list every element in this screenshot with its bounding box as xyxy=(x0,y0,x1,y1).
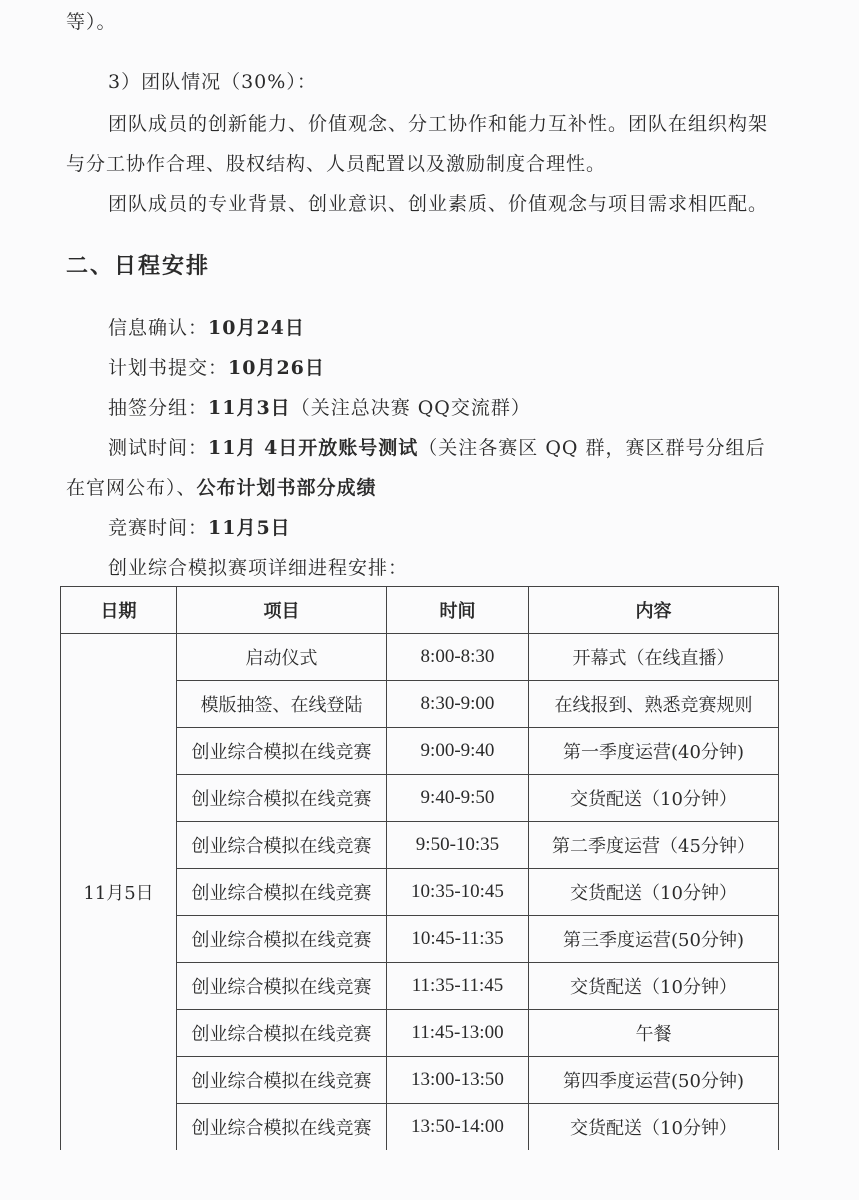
item-cell: 创业综合模拟在线竞赛 xyxy=(177,916,387,963)
content-cell: 第四季度运营(50分钟) xyxy=(529,1057,779,1104)
content-cell: 第二季度运营（45分钟） xyxy=(529,822,779,869)
header-item: 项目 xyxy=(177,587,387,634)
item-cell: 创业综合模拟在线竞赛 xyxy=(177,1010,387,1057)
draw-group-line xyxy=(108,396,531,420)
team-section-heading: 3）团队情况（30%）： xyxy=(108,71,317,93)
test-time-line xyxy=(108,436,766,460)
header-date: 日期 xyxy=(61,587,177,634)
table-header-row xyxy=(61,587,779,634)
test-time-label: 测试时间： xyxy=(108,437,209,459)
detail-intro: 创业综合模拟赛项详细进程安排： xyxy=(108,557,409,579)
info-confirm-line xyxy=(108,316,305,340)
plan-submit-date: 10月26日 xyxy=(228,357,325,379)
time-cell: 10:35-10:45 xyxy=(387,869,529,916)
plan-submit-line xyxy=(108,356,325,380)
content-cell: 在线报到、熟悉竞赛规则 xyxy=(529,681,779,728)
time-cell: 8:00-8:30 xyxy=(387,634,529,681)
time-cell: 13:50-14:00 xyxy=(387,1104,529,1151)
info-confirm-label: 信息确认： xyxy=(108,317,209,339)
time-cell: 9:00-9:40 xyxy=(387,728,529,775)
item-cell: 启动仪式 xyxy=(177,634,387,681)
content-cell: 开幕式（在线直播） xyxy=(529,634,779,681)
item-cell: 创业综合模拟在线竞赛 xyxy=(177,963,387,1010)
time-cell: 13:00-13:50 xyxy=(387,1057,529,1104)
item-cell: 创业综合模拟在线竞赛 xyxy=(177,1104,387,1151)
plan-submit-label: 计划书提交： xyxy=(108,357,229,379)
draw-group-label: 抽签分组： xyxy=(108,397,209,419)
test-time-value: 11月 4日开放账号测试 xyxy=(208,437,419,459)
draw-group-date: 11月3日 xyxy=(208,397,291,419)
test-time-note-2: 在官网公布）、 xyxy=(66,477,197,499)
draw-group-note: （关注总决赛 QQ交流群） xyxy=(290,397,531,419)
team-paragraph: 团队成员的专业背景、创业意识、创业素质、价值观念与项目需求相匹配。 xyxy=(108,193,769,215)
test-time-line-2 xyxy=(66,476,377,500)
time-cell: 10:45-11:35 xyxy=(387,916,529,963)
text-fragment: 等）。 xyxy=(66,11,117,33)
content-cell: 第三季度运营(50分钟) xyxy=(529,916,779,963)
header-content: 内容 xyxy=(529,587,779,634)
test-time-note: （关注各赛区 QQ 群，赛区群号分组后 xyxy=(418,437,766,459)
info-confirm-date: 10月24日 xyxy=(208,317,305,339)
time-cell: 9:50-10:35 xyxy=(387,822,529,869)
test-time-value-2: 公布计划书部分成绩 xyxy=(196,477,377,499)
time-cell: 9:40-9:50 xyxy=(387,775,529,822)
competition-time-label: 竞赛时间： xyxy=(108,517,209,539)
competition-time-date: 11月5日 xyxy=(208,517,291,539)
content-cell: 交货配送（10分钟） xyxy=(529,869,779,916)
item-cell: 创业综合模拟在线竞赛 xyxy=(177,1057,387,1104)
content-cell: 交货配送（10分钟） xyxy=(529,963,779,1010)
team-paragraph-line: 与分工协作合理、股权结构、人员配置以及激励制度合理性。 xyxy=(66,153,607,175)
item-cell: 创业综合模拟在线竞赛 xyxy=(177,728,387,775)
item-cell: 创业综合模拟在线竞赛 xyxy=(177,822,387,869)
content-cell: 交货配送（10分钟） xyxy=(529,1104,779,1151)
item-cell: 创业综合模拟在线竞赛 xyxy=(177,775,387,822)
team-paragraph-line: 团队成员的创新能力、价值观念、分工协作和能力互补性。团队在组织构架 xyxy=(108,113,769,135)
schedule-table xyxy=(60,586,779,1150)
item-cell: 模版抽签、在线登陆 xyxy=(177,681,387,728)
time-cell: 11:45-13:00 xyxy=(387,1010,529,1057)
content-cell: 第一季度运营(40分钟) xyxy=(529,728,779,775)
date-cell: 11月5日 xyxy=(61,634,177,1151)
header-time: 时间 xyxy=(387,587,529,634)
table-row xyxy=(61,634,779,681)
time-cell: 11:35-11:45 xyxy=(387,963,529,1010)
competition-time-line xyxy=(108,516,291,540)
content-cell: 交货配送（10分钟） xyxy=(529,775,779,822)
schedule-heading: 二、日程安排 xyxy=(66,254,211,279)
item-cell: 创业综合模拟在线竞赛 xyxy=(177,869,387,916)
content-cell: 午餐 xyxy=(529,1010,779,1057)
time-cell: 8:30-9:00 xyxy=(387,681,529,728)
